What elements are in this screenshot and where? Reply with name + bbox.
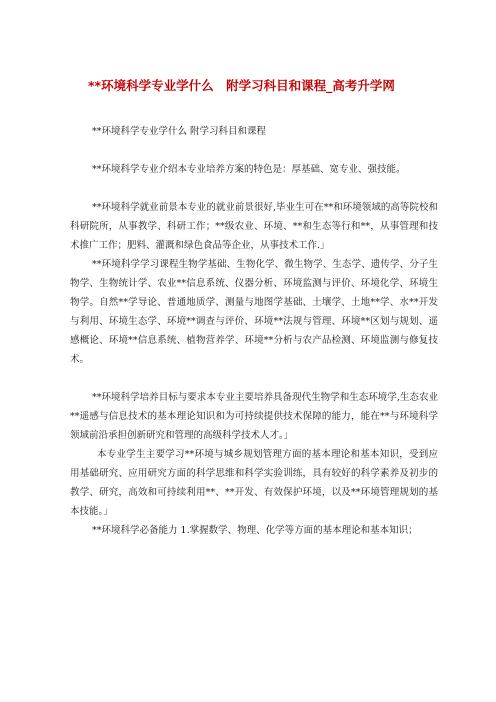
intro-paragraph: **环境科学专业介绍本专业培养方案的特色是：厚基础、宽专业、强技能。: [92, 164, 406, 175]
goals-paragraph: **环境科学培养目标与要求本专业主要培养具备现代生物学和生态环境学,生态农业**遥感与信息技术的基本理论知识和为可持续提供技术保障的能力，能在**与环境科学领域前沿承担创新研究和管理的高级科学技术人才。」: [70, 392, 438, 441]
subtitle-paragraph: **环境科学专业学什么 附学习科目和课程: [92, 126, 267, 137]
courses-paragraph: **环境科学学习课程生物学基础、生物化学、微生物学、生态学、遗传学、分子生物学、生物统计学、农业**信息系统、仪器分析、环境监测与评价、环境化学、环境生物学。自然**学导论、普通地质学、测量与地图学基础、土壤学、土地**学、水**开发与利用、环境生态学、环境**调查与评价、环境**法规与管理、环境**区划与规划、遥感概论、环境**信息系统、植物营养学、环境**分析与农产品检测、环境监测与修复技术。: [70, 259, 438, 365]
study-paragraph: 本专业学生主要学习**环境与城乡规划管理方面的基本理论和基本知识，受到应用基础研究、应用研究方面的科学思维和科学实验训练，具有较好的科学素养及初步的教学、研究，高效和可持续利用**、**开发、有效保护环境，以及**环境管理规划的基本技能。」: [70, 449, 438, 517]
abilities-paragraph: **环境科学必备能力 1.掌握数学、物理、化学等方面的基本理论和基本知识；: [92, 525, 418, 536]
document-title: **环境科学专业学什么 附学习科目和课程_高考升学网: [88, 78, 395, 93]
employment-paragraph: **环境科学就业前景本专业的就业前景很好,毕业生可在**和环境领域的高等院校和科研院所，从事教学、科研工作；**级农业、环境、**和生态等行和**，从事管理和技术推广工作；肥料、灌溉和绿色食品等企业，从事技术工作.」: [70, 202, 438, 251]
